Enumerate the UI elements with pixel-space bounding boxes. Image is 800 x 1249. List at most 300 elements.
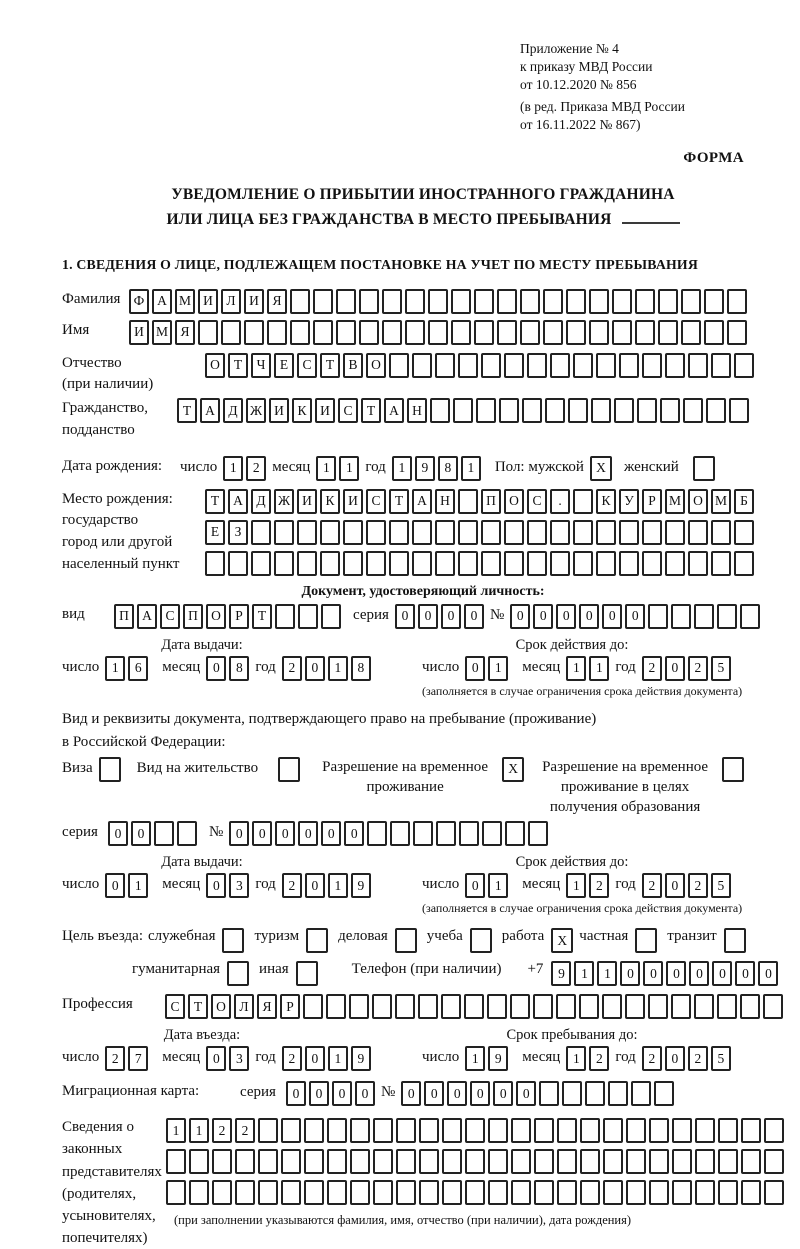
form-cell[interactable]	[626, 1180, 646, 1205]
form-cell[interactable]: 0	[108, 821, 128, 846]
form-cell[interactable]	[481, 551, 501, 576]
form-cell[interactable]: 1	[392, 456, 412, 481]
form-cell[interactable]: 0	[643, 961, 663, 986]
form-cell[interactable]: 0	[344, 821, 364, 846]
form-cell[interactable]: 0	[493, 1081, 513, 1106]
form-cell[interactable]	[235, 1149, 255, 1174]
form-cell[interactable]: 0	[401, 1081, 421, 1106]
form-cell[interactable]: 0	[464, 604, 484, 629]
form-cell[interactable]: 8	[438, 456, 458, 481]
form-cell[interactable]: X	[502, 757, 524, 782]
form-cell[interactable]	[603, 1118, 623, 1143]
form-cell[interactable]	[612, 320, 632, 345]
form-cell[interactable]: С	[165, 994, 185, 1019]
form-cell[interactable]	[585, 1081, 605, 1106]
form-cell[interactable]	[648, 604, 668, 629]
form-cell[interactable]	[589, 289, 609, 314]
form-cell[interactable]	[336, 320, 356, 345]
form-cell[interactable]	[665, 551, 685, 576]
form-cell[interactable]	[395, 928, 417, 953]
form-cell[interactable]: Д	[223, 398, 243, 423]
form-cell[interactable]	[304, 1180, 324, 1205]
form-cell[interactable]	[626, 1118, 646, 1143]
form-cell[interactable]	[258, 1149, 278, 1174]
form-cell[interactable]	[412, 520, 432, 545]
form-cell[interactable]	[711, 353, 731, 378]
form-cell[interactable]: 1	[328, 873, 348, 898]
form-cell[interactable]	[212, 1149, 232, 1174]
form-cell[interactable]	[396, 1180, 416, 1205]
form-cell[interactable]	[442, 1118, 462, 1143]
form-cell[interactable]: 1	[105, 656, 125, 681]
form-cell[interactable]	[528, 821, 548, 846]
form-cell[interactable]: Ж	[274, 489, 294, 514]
form-cell[interactable]	[602, 994, 622, 1019]
form-cell[interactable]	[258, 1180, 278, 1205]
form-cell[interactable]	[189, 1149, 209, 1174]
form-cell[interactable]: 2	[282, 1046, 302, 1071]
form-cell[interactable]	[608, 1081, 628, 1106]
form-cell[interactable]	[321, 604, 341, 629]
form-cell[interactable]	[637, 398, 657, 423]
form-cell[interactable]: И	[315, 398, 335, 423]
form-cell[interactable]	[453, 398, 473, 423]
form-cell[interactable]: 2	[688, 873, 708, 898]
form-cell[interactable]	[306, 928, 328, 953]
form-cell[interactable]: 0	[131, 821, 151, 846]
form-cell[interactable]: 5	[711, 1046, 731, 1071]
form-cell[interactable]	[304, 1149, 324, 1174]
form-cell[interactable]	[589, 320, 609, 345]
form-cell[interactable]: С	[338, 398, 358, 423]
form-cell[interactable]	[660, 398, 680, 423]
form-cell[interactable]	[573, 353, 593, 378]
form-cell[interactable]	[740, 994, 760, 1019]
form-cell[interactable]: Т	[188, 994, 208, 1019]
form-cell[interactable]	[741, 1118, 761, 1143]
form-cell[interactable]	[688, 353, 708, 378]
form-cell[interactable]	[649, 1118, 669, 1143]
form-cell[interactable]: И	[269, 398, 289, 423]
form-cell[interactable]: 0	[206, 873, 226, 898]
form-cell[interactable]: С	[527, 489, 547, 514]
form-cell[interactable]	[419, 1180, 439, 1205]
form-cell[interactable]	[418, 994, 438, 1019]
form-cell[interactable]: А	[228, 489, 248, 514]
form-cell[interactable]	[568, 398, 588, 423]
form-cell[interactable]	[740, 604, 760, 629]
form-cell[interactable]: 0	[533, 604, 553, 629]
form-cell[interactable]	[688, 520, 708, 545]
form-cell[interactable]: Т	[252, 604, 272, 629]
form-cell[interactable]	[724, 928, 746, 953]
form-cell[interactable]: 0	[516, 1081, 536, 1106]
form-cell[interactable]	[671, 604, 691, 629]
form-cell[interactable]: 2	[589, 1046, 609, 1071]
form-cell[interactable]	[718, 1118, 738, 1143]
form-cell[interactable]	[227, 961, 249, 986]
form-cell[interactable]	[435, 520, 455, 545]
form-cell[interactable]	[722, 757, 744, 782]
form-cell[interactable]: 2	[282, 873, 302, 898]
form-cell[interactable]	[304, 1118, 324, 1143]
form-cell[interactable]: Е	[205, 520, 225, 545]
form-cell[interactable]	[198, 320, 218, 345]
form-cell[interactable]: 1	[223, 456, 243, 481]
form-cell[interactable]	[343, 551, 363, 576]
form-cell[interactable]	[405, 289, 425, 314]
form-cell[interactable]	[612, 289, 632, 314]
form-cell[interactable]	[566, 289, 586, 314]
form-cell[interactable]: Д	[251, 489, 271, 514]
form-cell[interactable]: Е	[274, 353, 294, 378]
form-cell[interactable]	[631, 1081, 651, 1106]
form-cell[interactable]	[396, 1149, 416, 1174]
form-cell[interactable]	[711, 551, 731, 576]
form-cell[interactable]: 0	[666, 961, 686, 986]
form-cell[interactable]	[642, 353, 662, 378]
form-cell[interactable]	[441, 994, 461, 1019]
form-cell[interactable]: 0	[418, 604, 438, 629]
form-cell[interactable]	[672, 1149, 692, 1174]
form-cell[interactable]	[458, 520, 478, 545]
form-cell[interactable]	[366, 551, 386, 576]
form-cell[interactable]: 1	[566, 873, 586, 898]
form-cell[interactable]: 9	[351, 1046, 371, 1071]
form-cell[interactable]	[430, 398, 450, 423]
form-cell[interactable]	[327, 1149, 347, 1174]
form-cell[interactable]: Я	[267, 289, 287, 314]
form-cell[interactable]: З	[228, 520, 248, 545]
form-cell[interactable]: 0	[465, 656, 485, 681]
form-cell[interactable]	[550, 551, 570, 576]
form-cell[interactable]	[166, 1180, 186, 1205]
form-cell[interactable]: П	[183, 604, 203, 629]
form-cell[interactable]	[654, 1081, 674, 1106]
form-cell[interactable]	[390, 821, 410, 846]
form-cell[interactable]	[419, 1118, 439, 1143]
form-cell[interactable]: У	[619, 489, 639, 514]
form-cell[interactable]: Ф	[129, 289, 149, 314]
form-cell[interactable]	[297, 520, 317, 545]
form-cell[interactable]	[413, 821, 433, 846]
form-cell[interactable]	[274, 520, 294, 545]
form-cell[interactable]	[349, 994, 369, 1019]
form-cell[interactable]: Я	[257, 994, 277, 1019]
form-cell[interactable]: 0	[665, 1046, 685, 1071]
form-cell[interactable]	[596, 353, 616, 378]
form-cell[interactable]: 0	[355, 1081, 375, 1106]
form-cell[interactable]	[428, 289, 448, 314]
form-cell[interactable]: 1	[128, 873, 148, 898]
form-cell[interactable]	[534, 1149, 554, 1174]
form-cell[interactable]: Н	[407, 398, 427, 423]
form-cell[interactable]: А	[152, 289, 172, 314]
form-cell[interactable]	[436, 821, 456, 846]
form-cell[interactable]	[464, 994, 484, 1019]
form-cell[interactable]: 0	[206, 656, 226, 681]
form-cell[interactable]	[278, 757, 300, 782]
form-cell[interactable]	[373, 1149, 393, 1174]
form-cell[interactable]: X	[590, 456, 612, 481]
form-cell[interactable]	[481, 353, 501, 378]
form-cell[interactable]: Р	[642, 489, 662, 514]
form-cell[interactable]	[395, 994, 415, 1019]
form-cell[interactable]	[189, 1180, 209, 1205]
form-cell[interactable]	[711, 520, 731, 545]
form-cell[interactable]	[619, 520, 639, 545]
form-cell[interactable]: П	[114, 604, 134, 629]
form-cell[interactable]: А	[200, 398, 220, 423]
form-cell[interactable]	[474, 289, 494, 314]
form-cell[interactable]	[298, 604, 318, 629]
form-cell[interactable]: 1	[566, 1046, 586, 1071]
form-cell[interactable]	[729, 398, 749, 423]
form-cell[interactable]	[741, 1149, 761, 1174]
form-cell[interactable]: К	[292, 398, 312, 423]
form-cell[interactable]: 0	[424, 1081, 444, 1106]
form-cell[interactable]	[527, 353, 547, 378]
form-cell[interactable]: Т	[205, 489, 225, 514]
form-cell[interactable]	[313, 320, 333, 345]
form-cell[interactable]	[734, 551, 754, 576]
form-cell[interactable]	[465, 1180, 485, 1205]
form-cell[interactable]	[177, 821, 197, 846]
form-cell[interactable]	[274, 551, 294, 576]
form-cell[interactable]: К	[320, 489, 340, 514]
form-cell[interactable]	[367, 821, 387, 846]
form-cell[interactable]: 0	[305, 873, 325, 898]
form-cell[interactable]	[764, 1180, 784, 1205]
form-cell[interactable]	[695, 1180, 715, 1205]
form-cell[interactable]	[359, 289, 379, 314]
form-cell[interactable]: 5	[711, 656, 731, 681]
form-cell[interactable]: 0	[286, 1081, 306, 1106]
form-cell[interactable]	[442, 1149, 462, 1174]
form-cell[interactable]	[290, 289, 310, 314]
form-cell[interactable]	[258, 1118, 278, 1143]
form-cell[interactable]: 0	[689, 961, 709, 986]
form-cell[interactable]	[504, 520, 524, 545]
form-cell[interactable]: 8	[229, 656, 249, 681]
form-cell[interactable]	[244, 320, 264, 345]
form-cell[interactable]	[543, 289, 563, 314]
form-cell[interactable]	[327, 1118, 347, 1143]
form-cell[interactable]	[504, 353, 524, 378]
form-cell[interactable]	[327, 1180, 347, 1205]
form-cell[interactable]	[212, 1180, 232, 1205]
form-cell[interactable]: 0	[602, 604, 622, 629]
form-cell[interactable]	[487, 994, 507, 1019]
form-cell[interactable]	[533, 994, 553, 1019]
form-cell[interactable]	[320, 520, 340, 545]
form-cell[interactable]	[459, 821, 479, 846]
form-cell[interactable]	[465, 1149, 485, 1174]
form-cell[interactable]	[635, 928, 657, 953]
form-cell[interactable]	[359, 320, 379, 345]
form-cell[interactable]	[681, 289, 701, 314]
form-cell[interactable]: 8	[351, 656, 371, 681]
form-cell[interactable]: О	[366, 353, 386, 378]
form-cell[interactable]: П	[481, 489, 501, 514]
form-cell[interactable]	[267, 320, 287, 345]
form-cell[interactable]: 1	[316, 456, 336, 481]
form-cell[interactable]	[497, 320, 517, 345]
form-cell[interactable]: А	[137, 604, 157, 629]
form-cell[interactable]: .	[550, 489, 570, 514]
form-cell[interactable]: О	[504, 489, 524, 514]
form-cell[interactable]	[527, 551, 547, 576]
form-cell[interactable]	[642, 551, 662, 576]
form-cell[interactable]: Н	[435, 489, 455, 514]
form-cell[interactable]	[488, 1180, 508, 1205]
form-cell[interactable]	[683, 398, 703, 423]
form-cell[interactable]: 1	[465, 1046, 485, 1071]
form-cell[interactable]	[382, 320, 402, 345]
form-cell[interactable]	[648, 994, 668, 1019]
form-cell[interactable]	[580, 1180, 600, 1205]
form-cell[interactable]	[510, 994, 530, 1019]
form-cell[interactable]	[458, 489, 478, 514]
form-cell[interactable]: 2	[246, 456, 266, 481]
form-cell[interactable]: 5	[711, 873, 731, 898]
form-cell[interactable]: X	[551, 928, 573, 953]
form-cell[interactable]: О	[211, 994, 231, 1019]
form-cell[interactable]	[382, 289, 402, 314]
form-cell[interactable]	[435, 353, 455, 378]
form-cell[interactable]	[389, 520, 409, 545]
form-cell[interactable]: 0	[332, 1081, 352, 1106]
form-cell[interactable]	[505, 821, 525, 846]
form-cell[interactable]: М	[711, 489, 731, 514]
form-cell[interactable]	[566, 320, 586, 345]
form-cell[interactable]	[154, 821, 174, 846]
form-cell[interactable]: Т	[389, 489, 409, 514]
form-cell[interactable]: 0	[465, 873, 485, 898]
form-cell[interactable]	[326, 994, 346, 1019]
form-cell[interactable]: 2	[212, 1118, 232, 1143]
form-cell[interactable]: Т	[228, 353, 248, 378]
form-cell[interactable]	[366, 520, 386, 545]
form-cell[interactable]: 0	[305, 1046, 325, 1071]
form-cell[interactable]: 0	[321, 821, 341, 846]
form-cell[interactable]: 3	[229, 873, 249, 898]
form-cell[interactable]	[688, 551, 708, 576]
form-cell[interactable]	[511, 1149, 531, 1174]
form-cell[interactable]	[511, 1118, 531, 1143]
form-cell[interactable]	[695, 1118, 715, 1143]
form-cell[interactable]	[281, 1149, 301, 1174]
form-cell[interactable]: М	[665, 489, 685, 514]
form-cell[interactable]: 0	[470, 1081, 490, 1106]
form-cell[interactable]	[296, 961, 318, 986]
form-cell[interactable]: 9	[551, 961, 571, 986]
form-cell[interactable]	[504, 551, 524, 576]
form-cell[interactable]	[573, 520, 593, 545]
form-cell[interactable]	[727, 320, 747, 345]
form-cell[interactable]	[235, 1180, 255, 1205]
form-cell[interactable]: 0	[441, 604, 461, 629]
form-cell[interactable]: О	[688, 489, 708, 514]
form-cell[interactable]	[665, 520, 685, 545]
form-cell[interactable]	[481, 520, 501, 545]
form-cell[interactable]	[556, 994, 576, 1019]
form-cell[interactable]	[619, 551, 639, 576]
form-cell[interactable]: 1	[328, 656, 348, 681]
form-cell[interactable]: 2	[282, 656, 302, 681]
form-cell[interactable]	[336, 289, 356, 314]
form-cell[interactable]	[579, 994, 599, 1019]
form-cell[interactable]	[545, 398, 565, 423]
form-cell[interactable]: О	[206, 604, 226, 629]
form-cell[interactable]	[350, 1118, 370, 1143]
form-cell[interactable]	[550, 353, 570, 378]
form-cell[interactable]	[763, 994, 783, 1019]
form-cell[interactable]: 6	[128, 656, 148, 681]
form-cell[interactable]	[313, 289, 333, 314]
form-cell[interactable]	[458, 551, 478, 576]
form-cell[interactable]	[580, 1149, 600, 1174]
form-cell[interactable]: 2	[642, 656, 662, 681]
form-cell[interactable]: И	[198, 289, 218, 314]
form-cell[interactable]: 0	[665, 873, 685, 898]
form-cell[interactable]	[557, 1149, 577, 1174]
form-cell[interactable]: Т	[361, 398, 381, 423]
form-cell[interactable]	[405, 320, 425, 345]
form-cell[interactable]	[372, 994, 392, 1019]
form-cell[interactable]	[642, 520, 662, 545]
form-cell[interactable]: С	[297, 353, 317, 378]
form-cell[interactable]: 0	[105, 873, 125, 898]
form-cell[interactable]	[474, 320, 494, 345]
form-cell[interactable]: 0	[395, 604, 415, 629]
form-cell[interactable]: А	[412, 489, 432, 514]
form-cell[interactable]: И	[297, 489, 317, 514]
form-cell[interactable]	[497, 289, 517, 314]
form-cell[interactable]: 0	[447, 1081, 467, 1106]
form-cell[interactable]	[764, 1118, 784, 1143]
form-cell[interactable]	[619, 353, 639, 378]
form-cell[interactable]	[350, 1180, 370, 1205]
form-cell[interactable]: 2	[642, 1046, 662, 1071]
form-cell[interactable]	[320, 551, 340, 576]
form-cell[interactable]	[695, 1149, 715, 1174]
form-cell[interactable]: 0	[625, 604, 645, 629]
form-cell[interactable]: М	[175, 289, 195, 314]
form-cell[interactable]	[166, 1149, 186, 1174]
form-cell[interactable]	[706, 398, 726, 423]
form-cell[interactable]	[534, 1180, 554, 1205]
form-cell[interactable]: Л	[234, 994, 254, 1019]
form-cell[interactable]	[550, 520, 570, 545]
form-cell[interactable]	[557, 1180, 577, 1205]
form-cell[interactable]: 0	[735, 961, 755, 986]
form-cell[interactable]	[693, 456, 715, 481]
form-cell[interactable]	[412, 353, 432, 378]
form-cell[interactable]	[488, 1149, 508, 1174]
form-cell[interactable]	[228, 551, 248, 576]
form-cell[interactable]: Т	[320, 353, 340, 378]
form-cell[interactable]: 2	[688, 656, 708, 681]
form-cell[interactable]	[520, 320, 540, 345]
form-cell[interactable]	[275, 604, 295, 629]
form-cell[interactable]: 0	[712, 961, 732, 986]
form-cell[interactable]: 0	[252, 821, 272, 846]
form-cell[interactable]	[297, 551, 317, 576]
form-cell[interactable]: 7	[128, 1046, 148, 1071]
form-cell[interactable]: 1	[339, 456, 359, 481]
form-cell[interactable]: 9	[351, 873, 371, 898]
